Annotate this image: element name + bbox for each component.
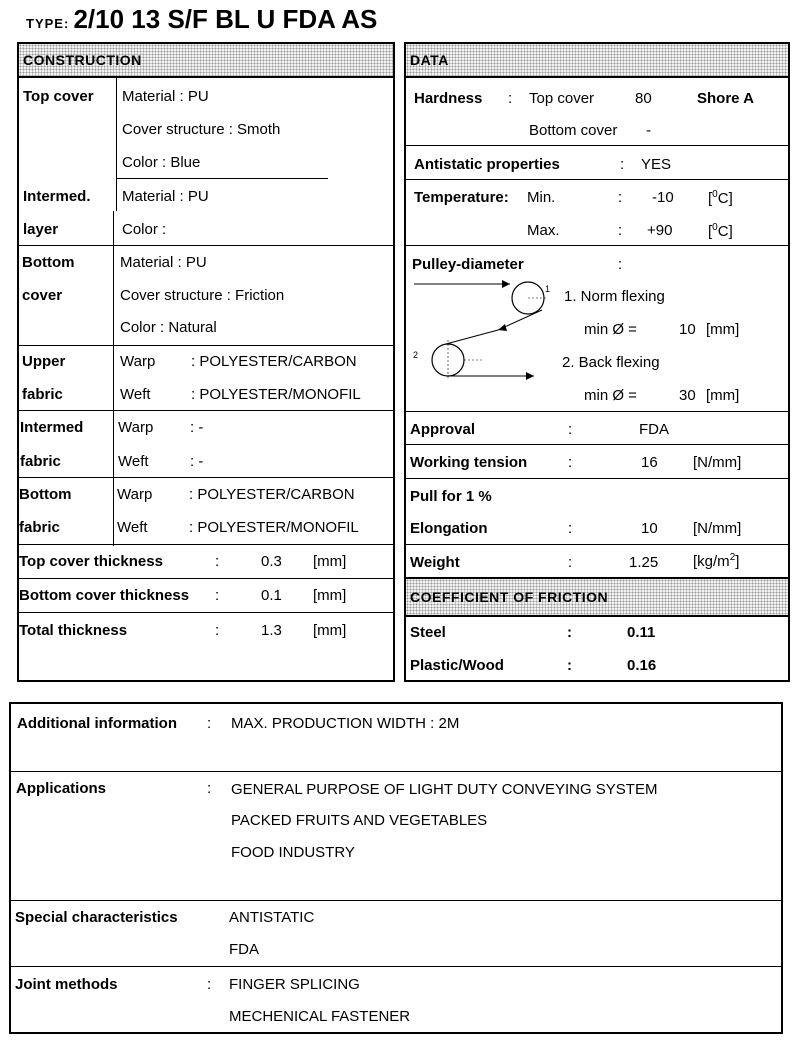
- intermed-fabric-warp-value: : -: [190, 419, 204, 436]
- bottom-cover-color: Color : Natural: [120, 319, 217, 336]
- top-cover-thickness-value: 0.3: [261, 553, 282, 570]
- back-flexing-label: 2. Back flexing: [562, 354, 660, 371]
- friction-plastic-colon: :: [567, 657, 572, 674]
- joint-methods-colon: :: [207, 976, 212, 993]
- applications-line-2: PACKED FRUITS AND VEGETABLES: [231, 812, 488, 829]
- intermed-fabric-warp: Warp: [118, 419, 154, 436]
- approval-label: Approval: [410, 421, 476, 438]
- applications-label: Applications: [16, 780, 107, 797]
- temperature-min-colon: :: [618, 189, 623, 206]
- hardness-bottom-label: Bottom cover: [529, 122, 618, 139]
- total-thickness-colon: :: [215, 622, 220, 639]
- bottom-fabric-weft: Weft: [117, 519, 148, 536]
- temperature-min-unit: [$^0$C]: [708, 189, 733, 207]
- construction-header: CONSTRUCTION: [19, 44, 393, 78]
- additional-info-label: Additional information: [17, 715, 177, 732]
- temperature-max-label: Max.: [527, 222, 560, 239]
- bottom-fabric-label2: fabric: [19, 519, 60, 536]
- intermed-fabric-weft-value: : -: [190, 453, 204, 470]
- friction-steel-colon: :: [567, 624, 572, 641]
- special-characteristics-label: Special characteristics: [15, 909, 178, 926]
- applications-line-1: GENERAL PURPOSE OF LIGHT DUTY CONVEYING SYSTEM: [231, 781, 658, 798]
- data-panel: [404, 42, 790, 682]
- upper-fabric-weft-value: : POLYESTER/MONOFIL: [191, 386, 361, 403]
- bottom-fabric-warp: Warp: [117, 486, 153, 503]
- hardness-top-label: Top cover: [529, 90, 595, 107]
- weight-unit: $[kg/m^2]$: [693, 552, 740, 570]
- norm-flexing-label: 1. Norm flexing: [564, 288, 665, 305]
- friction-plastic-value: 0.16: [627, 657, 657, 674]
- temperature-label: Temperature:: [414, 189, 509, 206]
- bottom-cover-thickness-label: Bottom cover thickness: [19, 587, 190, 604]
- norm-flexing-unit: [mm]: [706, 321, 740, 338]
- pull-label: Pull for 1 %: [410, 488, 492, 505]
- construction-panel: [17, 42, 395, 682]
- elongation-label: Elongation: [410, 520, 488, 537]
- joint-line-2: MECHENICAL FASTENER: [229, 1008, 411, 1025]
- bottom-fabric-weft-value: : POLYESTER/MONOFIL: [189, 519, 359, 536]
- page-title: [26, 4, 377, 35]
- hardness-colon: :: [508, 90, 513, 107]
- upper-fabric-label2: fabric: [22, 386, 63, 403]
- pulley-1-marker: 1: [545, 284, 551, 294]
- bottom-cover-structure: Cover structure : Friction: [120, 287, 285, 304]
- special-line-1: ANTISTATIC: [229, 909, 315, 926]
- hardness-label: Hardness: [414, 90, 483, 107]
- elongation-unit: [N/mm]: [693, 520, 742, 537]
- friction-steel-value: 0.11: [627, 624, 656, 641]
- total-thickness-unit: [mm]: [313, 622, 347, 639]
- top-cover-color: Color : Blue: [122, 154, 201, 171]
- applications-line-3: FOOD INDUSTRY: [231, 844, 355, 861]
- title-prefix: TYPE:: [26, 16, 70, 31]
- bottom-fabric-warp-value: : POLYESTER/CARBON: [189, 486, 355, 503]
- pulley-diameter-label: Pulley-diameter: [412, 256, 524, 273]
- intermed-fabric-label: Intermed: [20, 419, 84, 436]
- upper-fabric-weft: Weft: [120, 386, 151, 403]
- special-line-2: FDA: [229, 941, 259, 958]
- friction-plastic-label: Plastic/Wood: [410, 657, 504, 674]
- top-cover-thickness-unit: [mm]: [313, 553, 347, 570]
- data-header: DATA: [406, 44, 788, 78]
- joint-line-1: FINGER SPLICING: [229, 976, 360, 993]
- intermed-fabric-label2: fabric: [20, 453, 61, 470]
- upper-fabric-label: Upper: [22, 353, 66, 370]
- back-flexing-min: min Ø =: [584, 387, 637, 404]
- weight-label: Weight: [410, 554, 460, 571]
- bottom-cover-material: Material : PU: [120, 254, 207, 271]
- bottom-cover-label: Bottom: [22, 254, 75, 271]
- bottom-cover-thickness-value: 0.1: [261, 587, 282, 604]
- upper-fabric-warp-value: : POLYESTER/CARBON: [191, 353, 357, 370]
- working-tension-unit: [N/mm]: [693, 454, 742, 471]
- hardness-unit: Shore A: [697, 90, 754, 107]
- temperature-min-value: -10: [652, 189, 674, 206]
- pulley-2-marker: 2: [413, 350, 419, 360]
- working-tension-label: Working tension: [410, 454, 528, 471]
- friction-steel-label: Steel: [410, 624, 446, 641]
- temperature-min-label: Min.: [527, 189, 556, 206]
- weight-value: 1.25: [629, 554, 659, 571]
- elongation-value: 10: [641, 520, 658, 537]
- antistatic-value: YES: [641, 156, 672, 173]
- info-panel: [9, 702, 783, 1034]
- antistatic-colon: :: [620, 156, 625, 173]
- top-cover-label: Top cover: [23, 88, 94, 105]
- temperature-max-unit: [$^0$C]: [708, 222, 733, 240]
- joint-methods-label: Joint methods: [15, 976, 118, 993]
- total-thickness-label: Total thickness: [19, 622, 128, 639]
- bottom-cover-thickness-unit: [mm]: [313, 587, 347, 604]
- friction-header: COEFFICIENT OF FRICTION: [406, 577, 788, 617]
- applications-colon: :: [207, 780, 212, 797]
- intermed-layer-label2: layer: [23, 221, 59, 238]
- additional-info-value: MAX. PRODUCTION WIDTH : 2M: [231, 715, 460, 732]
- total-thickness-value: 1.3: [261, 622, 282, 639]
- working-tension-colon: :: [568, 454, 573, 471]
- bottom-cover-thickness-colon: :: [215, 587, 220, 604]
- top-cover-thickness-label: Top cover thickness: [19, 553, 163, 570]
- upper-fabric-warp: Warp: [120, 353, 156, 370]
- hardness-top-value: 80: [635, 90, 652, 107]
- additional-info-colon: :: [207, 715, 212, 732]
- temperature-max-value: +90: [647, 222, 673, 239]
- norm-flexing-min: min Ø =: [584, 321, 637, 338]
- title-code: 2/10 13 S/F BL U FDA AS: [73, 4, 378, 34]
- intermed-layer-material: Material : PU: [122, 188, 209, 205]
- top-cover-material: Material : PU: [122, 88, 209, 105]
- intermed-layer-color: Color :: [122, 221, 167, 238]
- bottom-cover-label2: cover: [22, 287, 63, 304]
- back-flexing-unit: [mm]: [706, 387, 740, 404]
- elongation-colon: :: [568, 520, 573, 537]
- pulley-diameter-colon: :: [618, 256, 623, 273]
- working-tension-value: 16: [641, 454, 658, 471]
- norm-flexing-value: 10: [679, 321, 696, 338]
- top-cover-thickness-colon: :: [215, 553, 220, 570]
- hardness-bottom-value: -: [646, 122, 651, 139]
- top-cover-structure: Cover structure : Smoth: [122, 121, 281, 138]
- temperature-max-colon: :: [618, 222, 623, 239]
- back-flexing-value: 30: [679, 387, 696, 404]
- weight-colon: :: [568, 554, 573, 571]
- bottom-fabric-label: Bottom: [19, 486, 72, 503]
- approval-value: FDA: [639, 421, 669, 438]
- approval-colon: :: [568, 421, 573, 438]
- intermed-layer-label: Intermed.: [23, 188, 91, 205]
- intermed-fabric-weft: Weft: [118, 453, 149, 470]
- antistatic-label: Antistatic properties: [414, 156, 560, 173]
